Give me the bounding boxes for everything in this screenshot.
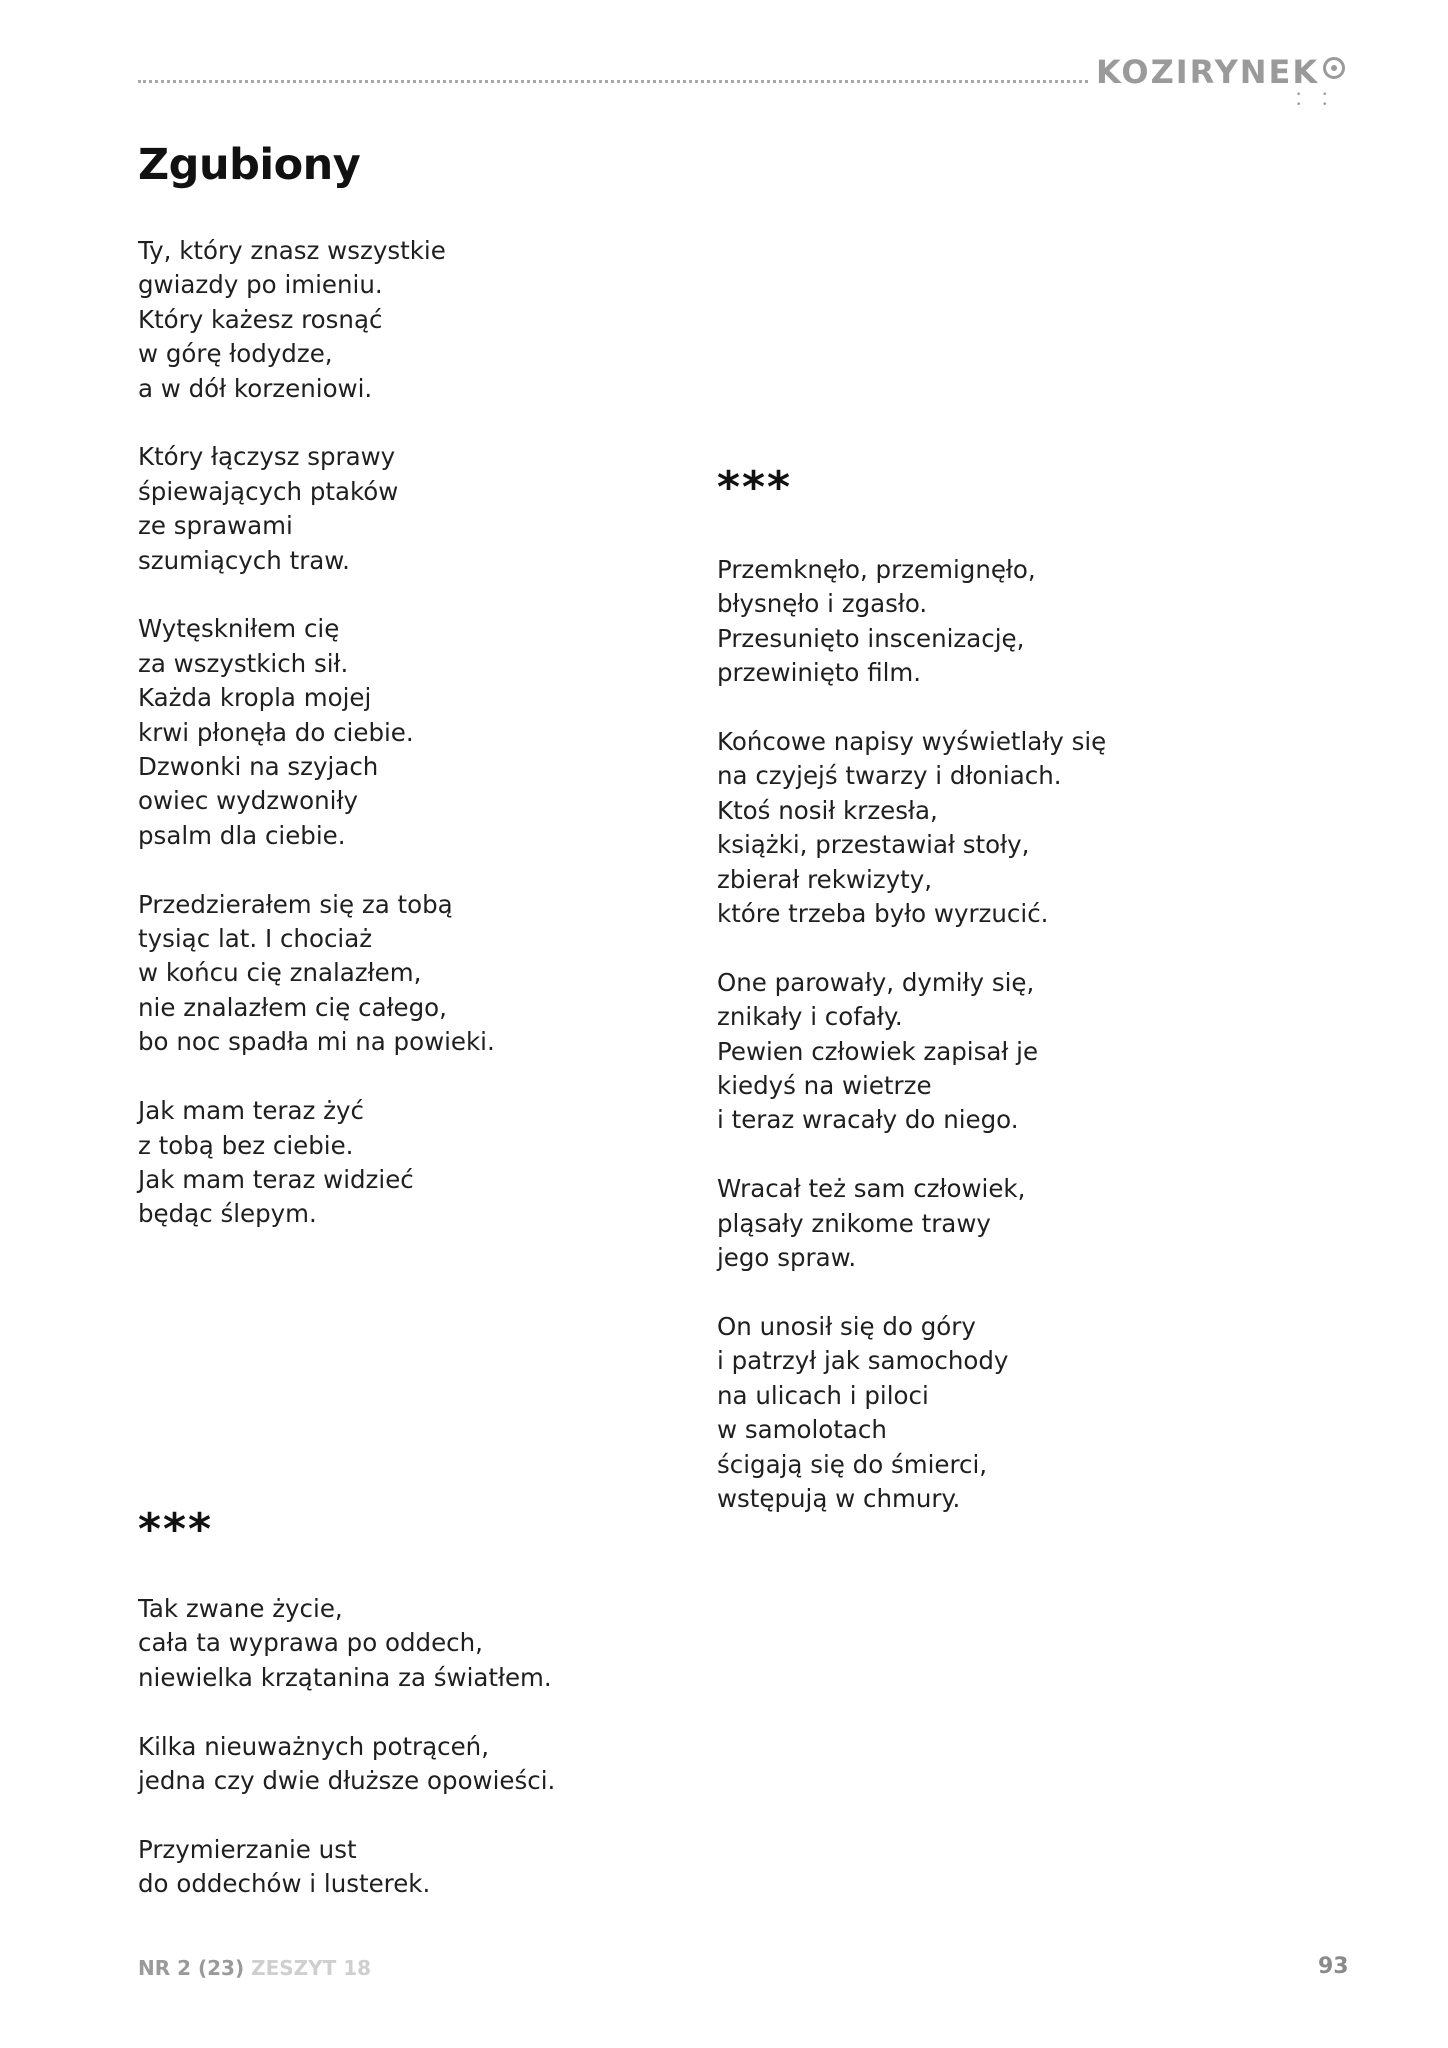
poem-line: książki, przestawiał stoły,: [717, 830, 1030, 860]
poem-line: błysnęło i zgasło.: [717, 589, 928, 619]
logo-dots-decoration: • • • •: [1296, 90, 1337, 110]
poem-line: cała ta wyprawa po oddech,: [138, 1628, 483, 1658]
poem-line: ścigają się do śmierci,: [717, 1449, 988, 1479]
poem-line: w górę łodydze,: [138, 339, 333, 369]
poem-line: do oddechów i lusterek.: [138, 1869, 431, 1899]
poem-line: i teraz wracały do niego.: [717, 1105, 1019, 1135]
poem-line: na czyjejś twarzy i dłoniach.: [717, 761, 1062, 791]
poem-right-heading: ***: [717, 462, 793, 513]
poem-line: tysiąc lat. I chociaż: [138, 924, 373, 954]
stanza: [717, 1172, 1106, 1275]
poem-line: nie znalazłem cię całego,: [138, 992, 447, 1022]
logo-circle-icon: [1323, 57, 1345, 79]
poem-line: znikały i cofały.: [717, 1002, 903, 1032]
poem-line: w samolotach: [717, 1415, 887, 1445]
poem-line: i patrzył jak samochody: [717, 1346, 1009, 1376]
poem-line: będąc ślepym.: [138, 1199, 317, 1229]
poem-line: Jak mam teraz widzieć: [138, 1164, 414, 1194]
stanza: [138, 1730, 555, 1799]
poem-line: za wszystkich sił.: [138, 648, 349, 678]
poem-line: Dzwonki na szyjach: [138, 752, 379, 782]
poem-line: a w dół korzeniowi.: [138, 373, 373, 403]
logo-wordmark: KOZIRYNEK: [1096, 53, 1320, 91]
poem-line: Wytęskniłem cię: [138, 614, 340, 644]
poem-line: które trzeba było wyrzucić.: [717, 899, 1049, 929]
poem-line: Przedzierałem się za tobą: [138, 889, 453, 919]
poem-line: z tobą bez ciebie.: [138, 1130, 354, 1160]
poem-line: Każda kropla mojej: [138, 683, 372, 713]
poem-line: Ty, który znasz wszystkie: [138, 236, 446, 265]
poem-line: Kilka nieuważnych potrąceń,: [138, 1731, 489, 1761]
poem-line: bo noc spadła mi na powieki.: [138, 1027, 495, 1057]
poem-line: Końcowe napisy wyświetlały się: [717, 727, 1107, 757]
poem-line: On unosił się do góry: [717, 1311, 976, 1341]
poem-line: Przesunięto inscenizację,: [717, 623, 1025, 653]
stanza: [717, 725, 1106, 931]
stanza: [138, 440, 495, 578]
magazine-logo: [1096, 52, 1356, 110]
poem-line: ze sprawami: [138, 511, 293, 541]
poem-line: jego spraw.: [717, 1243, 857, 1273]
poem-line: śpiewających ptaków: [138, 476, 399, 506]
poem-zgubiony: [138, 234, 495, 1266]
poem-line: Wracał też sam człowiek,: [717, 1174, 1026, 1204]
poem-line: zbierał rekwizyty,: [717, 864, 933, 894]
poem-line: Który łączysz sprawy: [138, 442, 396, 472]
stanza: [138, 234, 495, 406]
issue-number: NR 2 (23): [138, 1956, 245, 1980]
poem-bottom-heading: ***: [138, 1504, 214, 1555]
stanza: [717, 1310, 1106, 1516]
poem-line: Ktoś nosił krzesła,: [717, 795, 938, 825]
stanza: [717, 553, 1106, 691]
stanza: [138, 1833, 555, 1902]
poem-line: Przymierzanie ust: [138, 1834, 357, 1864]
header-dotted-rule: [138, 80, 1088, 83]
poem-line: przewinięto film.: [717, 658, 922, 688]
stanza: [138, 612, 495, 853]
stanza: [717, 966, 1106, 1138]
page-title: Zgubiony: [138, 140, 361, 190]
poem-line: Który każesz rosnąć: [138, 304, 383, 334]
poem-line: krwi płonęła do ciebie.: [138, 717, 414, 747]
poem-line: owiec wydzwoniły: [138, 786, 358, 816]
poem-line: Przemknęło, przemignęło,: [717, 555, 1036, 584]
poem-line: pląsały znikome trawy: [717, 1208, 991, 1238]
issue-info: [138, 1956, 371, 1980]
poem-line: na ulicach i piloci: [717, 1380, 929, 1410]
poem-line: szumiących traw.: [138, 545, 350, 575]
poem-line: gwiazdy po imieniu.: [138, 270, 383, 300]
poem-bottom: [138, 1592, 555, 1936]
stanza: [138, 888, 495, 1060]
zeszyt-label: ZESZYT 18: [251, 1956, 372, 1980]
poem-right: [717, 553, 1106, 1551]
poem-line: kiedyś na wietrze: [717, 1071, 932, 1101]
poem-line: Tak zwane życie,: [138, 1594, 343, 1623]
page-number: 93: [1318, 1954, 1349, 1979]
poem-line: wstępują w chmury.: [717, 1483, 961, 1513]
poem-line: psalm dla ciebie.: [138, 820, 346, 850]
poem-line: niewielka krzątanina za światłem.: [138, 1662, 552, 1692]
stanza: [138, 1592, 555, 1695]
poem-line: Pewien człowiek zapisał je: [717, 1036, 1039, 1066]
poem-line: One parowały, dymiły się,: [717, 967, 1035, 997]
poem-line: jedna czy dwie dłuższe opowieści.: [138, 1766, 556, 1796]
poem-line: Jak mam teraz żyć: [138, 1096, 364, 1126]
poem-line: w końcu cię znalazłem,: [138, 958, 422, 988]
stanza: [138, 1094, 495, 1232]
